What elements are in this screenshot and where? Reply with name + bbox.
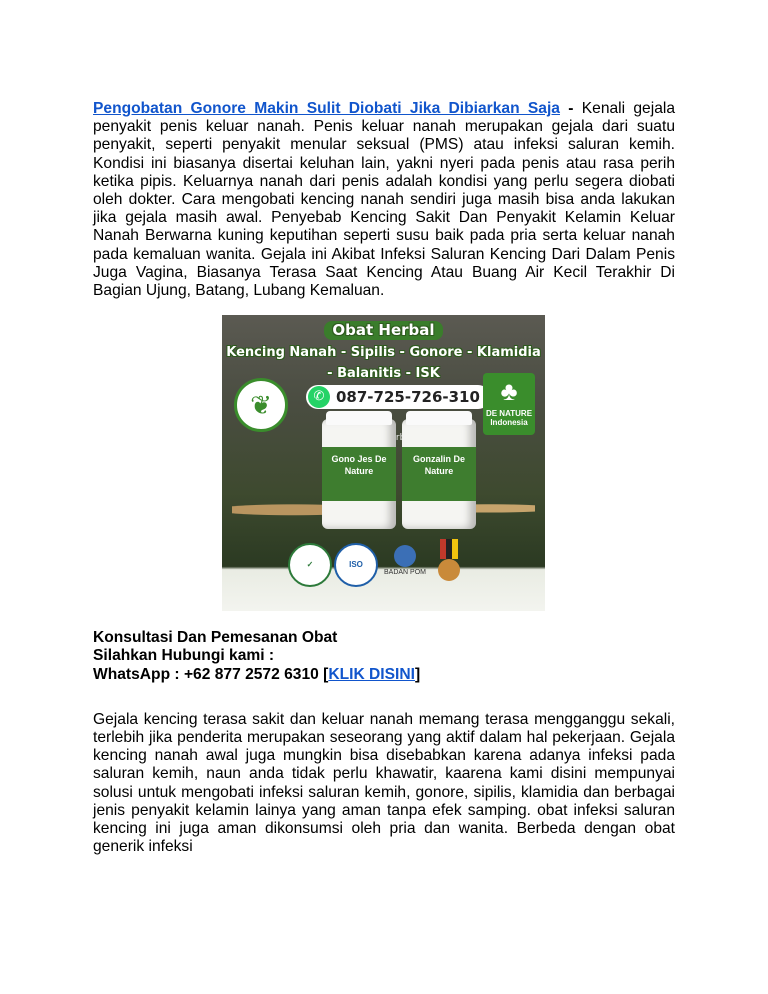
contact-block xyxy=(93,629,675,684)
contact-subheading: Silahkan Hubungi kami : xyxy=(93,647,275,665)
product-jar-gonzalin xyxy=(402,419,476,529)
contact-whatsapp-line xyxy=(93,666,675,684)
certification-badges xyxy=(222,535,545,605)
product-banner-image xyxy=(222,315,545,611)
badan-pom-icon xyxy=(394,545,416,567)
jar-lid xyxy=(406,411,472,425)
banner-title-line3: - Balanitis - ISK xyxy=(327,366,440,382)
brand-name: DE NATURE xyxy=(485,409,533,419)
contact-heading: Konsultasi Dan Pemesanan Obat xyxy=(93,629,338,647)
award-medal-icon xyxy=(440,539,458,585)
klik-disini-link[interactable]: KLIK DISINI xyxy=(328,665,415,683)
de-nature-leaf-icon: ♣ xyxy=(500,376,518,407)
jar-label: Gonzalin De Nature xyxy=(402,447,476,501)
de-nature-logo xyxy=(483,373,535,435)
intro-paragraph xyxy=(93,100,675,300)
product-jar-gono-jes xyxy=(322,419,396,529)
banner-title-line2: Kencing Nanah - Sipilis - Gonore - Klamidia xyxy=(226,345,541,361)
iso-badge: ISO xyxy=(334,543,378,587)
whatsapp-number: 087-725-726-310 xyxy=(336,388,480,407)
medal-ribbon xyxy=(440,539,458,559)
body-paragraph-2: Gejala kencing terasa sakit dan keluar nanah memang terasa mengganggu sekali, terlebih jika penderita merupakan seseorang yang aktif dalam hal pekerjaan. Gejala kencing nanah awal juga mungkin bisa disebabkan karena adanya infeksi pada saluran kemih, naun anda tidak perlu khawatir, kaarena kami disini mempunyai solusi untuk mengobati infeksi saluran kemih, gonore, sipilis, klamidia dan berbagai jenis penyakit kelamin lainya yang aman tanpa efek samping. obat infeksi saluran kencing ini juga aman dikonsumsi oleh pria dan wanita. Berbeda dengan obat generik infeksi xyxy=(93,710,675,856)
intro-body: Kenali gejala penyakit penis keluar nanah. Penis keluar nanah merupakan gejala dari suatu penyakit, seperti penyakit menular seksual (PMS) atau infeksi saluran kemih. Kondisi ini biasanya disertai keluhan lain, yakni nyeri pada penis atau rasa perih ketika pipis. Keluarnya nanah dari penis adalah kondisi yang perlu segera diobati oleh dokter. Cara mengobati kencing nanah sendiri juga masih bisa anda lakukan jika gejala masih awal. Penyebab Kencing Sakit Dan Penyakit Kelamin Keluar Nanah Berwarna kuning keputihan seperti susu baik pada pria serta keluar nanah pada kemaluan wanita. Gejala ini Akibat Infeksi Saluran Kencing Dari Dalam Penis Juga Vagina, Biasanya Terasa Saat Kencing Atau Buang Air Kecil Terakhir Di Bagian Ujung, Batang, Lubang Kemaluan. xyxy=(93,100,675,300)
banner-title-line1: Obat Herbal xyxy=(324,321,442,340)
title-separator: - xyxy=(559,100,582,117)
whatsapp-icon: ✆ xyxy=(308,386,330,408)
brand-sub: Indonesia xyxy=(490,418,528,428)
whatsapp-suffix: ] xyxy=(414,665,421,683)
halal-badge-icon: ✓ xyxy=(288,543,332,587)
medal-coin xyxy=(438,559,460,581)
article-title-link[interactable]: Pengobatan Gonore Makin Sulit Diobati Jika Dibiarkan Saja xyxy=(93,100,560,117)
jar-lid xyxy=(326,411,392,425)
document-page xyxy=(93,100,675,856)
badan-pom-label: BADAN POM xyxy=(383,569,426,577)
badan-pom-badge xyxy=(380,545,430,576)
herbal-leaf-logo-icon: ❦ xyxy=(234,378,288,432)
jar-label: Gono Jes De Nature xyxy=(322,447,396,501)
whatsapp-number-badge xyxy=(306,385,490,409)
whatsapp-prefix: WhatsApp : +62 877 2572 6310 [ xyxy=(93,665,329,683)
